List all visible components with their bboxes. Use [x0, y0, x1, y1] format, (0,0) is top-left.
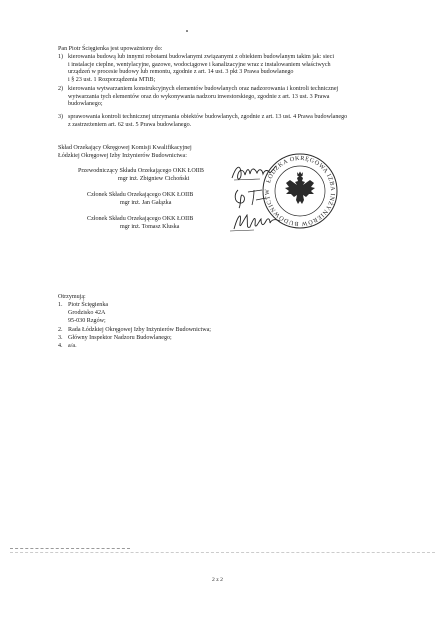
scan-artifact-line	[10, 548, 130, 549]
recipient-number: 1.	[58, 302, 63, 308]
member-name: mgr inż. Zbigniew Cichoński	[118, 175, 190, 182]
member-role: Członek Składu Orzekającego OKK ŁOIIB	[87, 216, 194, 222]
authorization-text-line: wytwarzania tych elementów oraz do wykonywania nadzoru inwestorskiego, zgodnie z art. 13 ust. 3 Prawa	[68, 93, 330, 100]
authorization-text-line: kierowania budową lub innymi robotami budowlanymi związanymi z obiektem budowlanym takim jak: sieci	[68, 54, 335, 60]
svg-text:ŁÓDZKA OKRĘGOWA IZBA INŻYNIERÓ: ŁÓDZKA OKRĘGOWA IZBA INŻYNIERÓW BUDOWNICTWA	[258, 147, 337, 228]
authorization-number: 3)	[58, 114, 64, 120]
recipient-line: Rada Łódzkiej Okręgowej Izby Inżynierów Budownictwa;	[68, 327, 211, 333]
scan-speck	[186, 30, 188, 32]
authorization-text-line: kierowania wytwarzaniem konstrukcyjnych elementów budowlanych oraz nadzorowania i kontroli technicznej	[68, 86, 339, 92]
authorization-text-line: i § 23 ust. 1 Rozporządzenia MTiB;	[68, 76, 156, 83]
committee-heading: Łódzkiej Okręgowej Izby Inżynierów Budownictwa:	[58, 152, 187, 159]
recipient-number: 4.	[58, 343, 63, 349]
recipients-heading: Otrzymują:	[58, 294, 86, 300]
recipient-number: 3.	[58, 335, 63, 341]
authorization-text-line: z zastrzeżeniem art. 62 ust. 5 Prawa budowlanego.	[68, 121, 192, 128]
authorization-text-line: urządzeń w procesie budowy lub remontu, zgodnie z art. 14 ust. 3 pkt 3 Prawa budowlanego	[68, 69, 294, 75]
recipient-line: a/a.	[68, 343, 77, 349]
member-name: mgr inż. Tomasz Kluska	[120, 223, 180, 230]
member-name: mgr inż. Jan Gałązka	[120, 199, 172, 206]
authorization-text-line: budowlanego;	[68, 101, 103, 107]
scan-artifact-line	[10, 552, 435, 553]
page-number: 2 z 2	[212, 577, 223, 583]
recipient-line: 95-030 Rzgów;	[68, 318, 106, 324]
member-role: Przewodniczący Składu Orzekającego OKK ŁOIIB	[78, 168, 204, 174]
recipient-number: 2.	[58, 327, 63, 333]
authorization-text-line: i instalacje cieplne, wentylacyjne, gazowe, wodociągowe i kanalizacyjne wraz z instalowaniem właściwych	[68, 61, 331, 68]
member-role: Członek Składu Orzekającego OKK ŁOIIB	[87, 192, 194, 198]
authorization-number: 1)	[58, 54, 64, 60]
committee-heading: Skład Orzekający Okręgowej Komisji Kwalifikacyjnej	[58, 145, 192, 151]
authorization-intro: Pan Piotr Ścięgienka jest upoważniony do:	[58, 46, 163, 52]
authorization-number: 2)	[58, 86, 64, 92]
authorization-text-line: sprawowania kontroli technicznej utrzymania obiektów budowlanych, zgodnie z art. 13 ust. 4 Prawa budowlanego	[68, 114, 348, 120]
recipient-line: Piotr Ścięgienka	[68, 302, 109, 308]
recipient-line: Główny Inspektor Nadzoru Budowlanego;	[68, 335, 172, 341]
recipient-line: Grodzisko 42A	[68, 310, 106, 316]
